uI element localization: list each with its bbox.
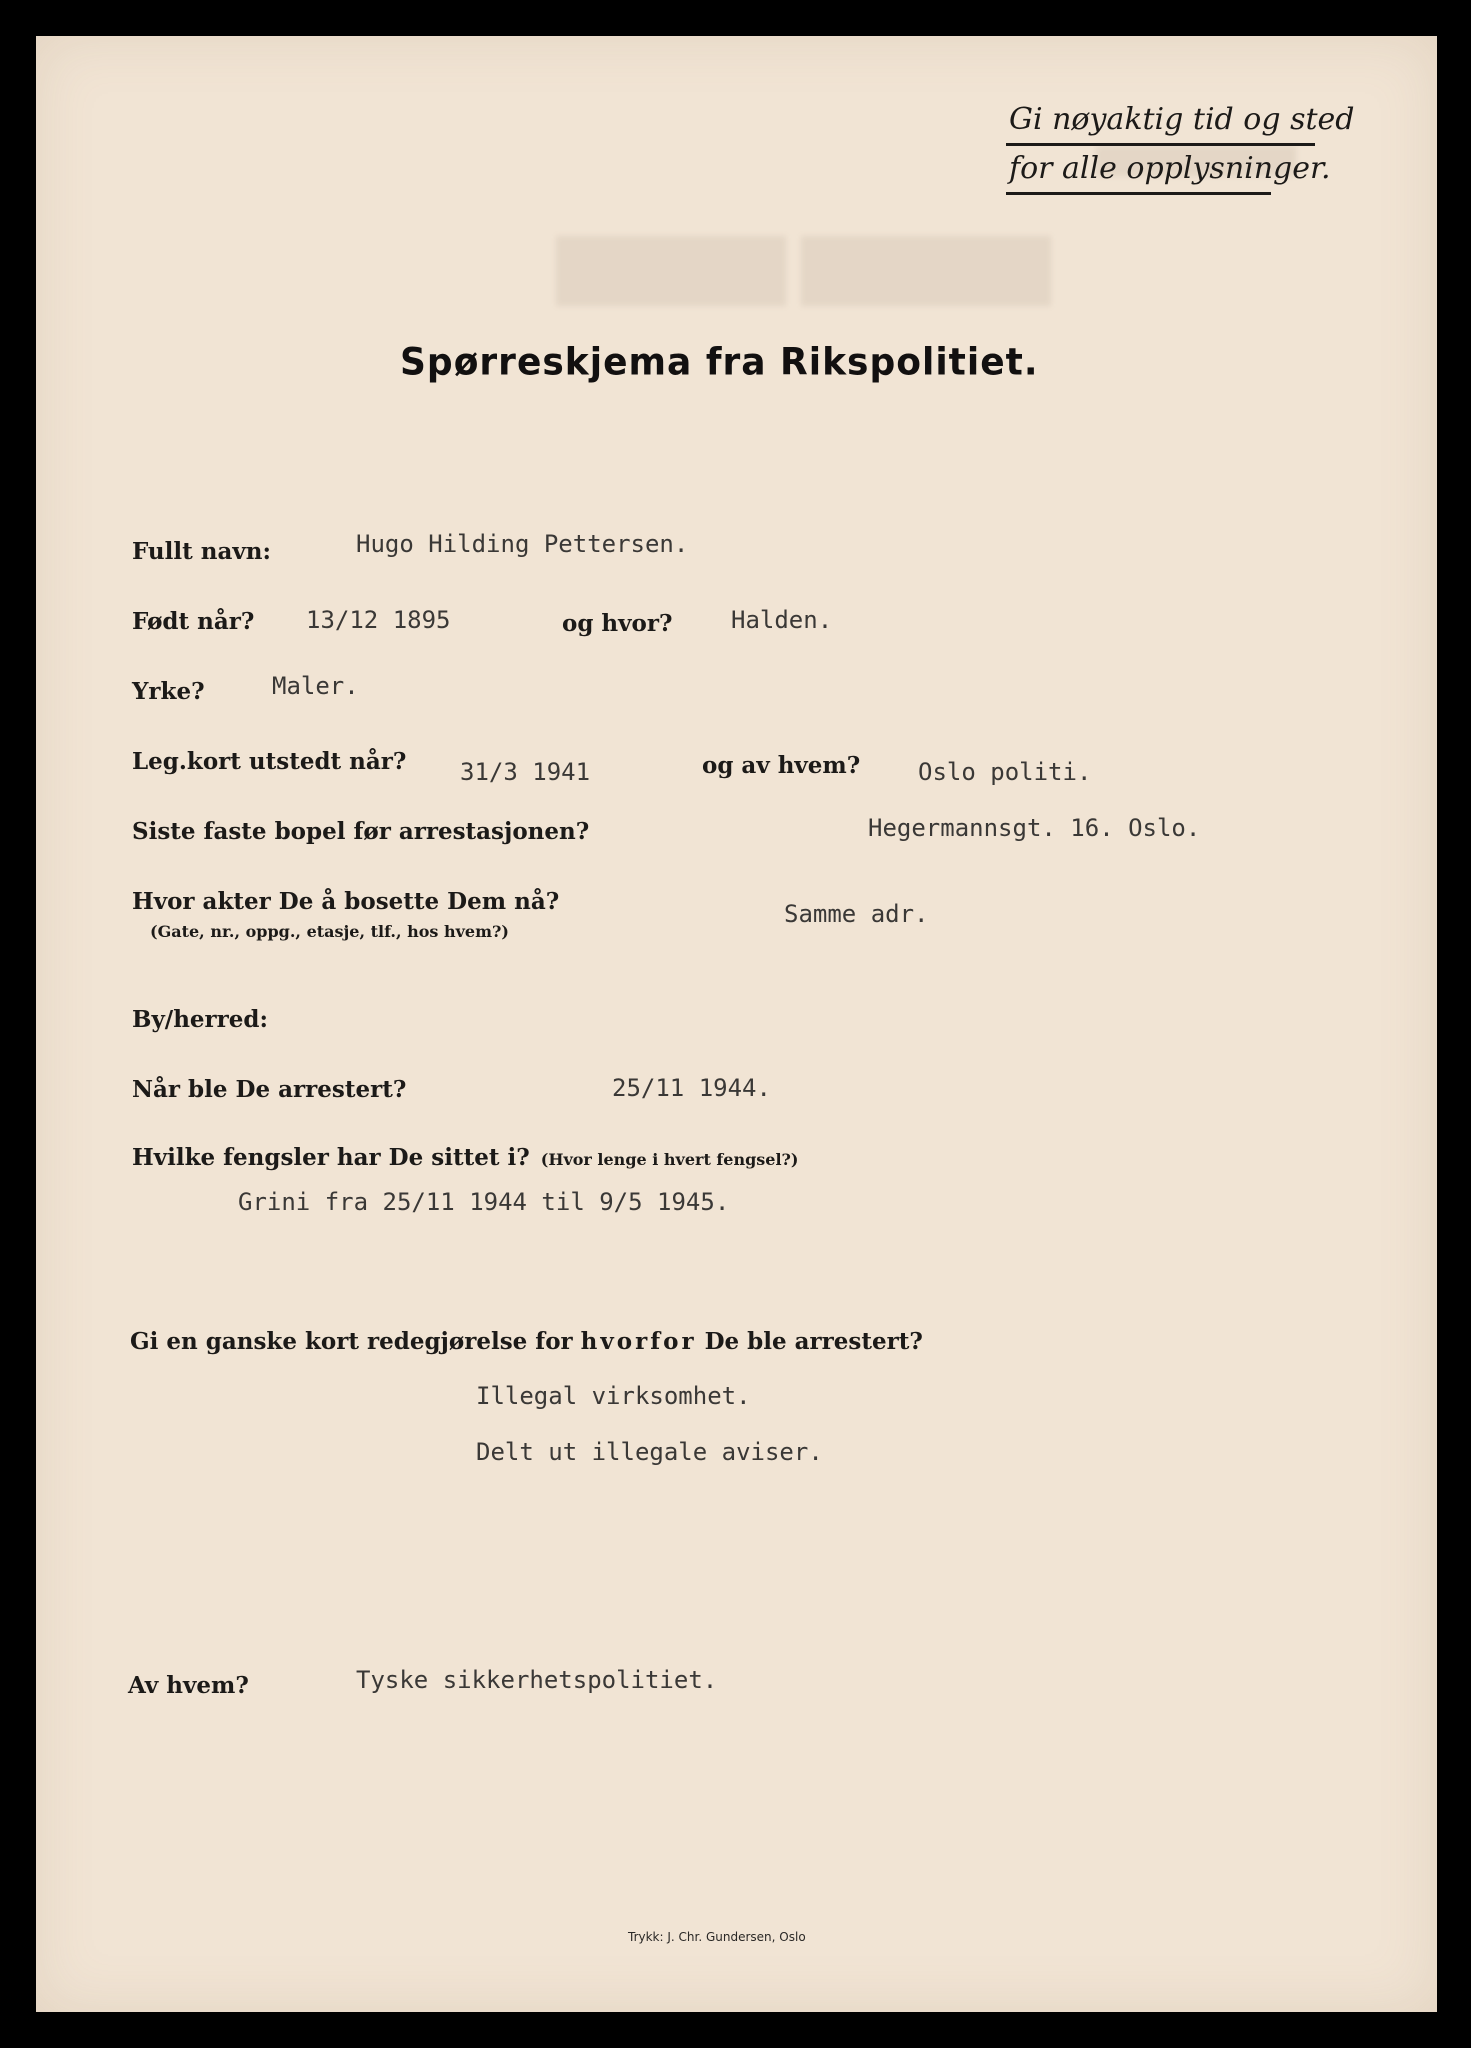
last-address-label: Siste faste bopel før arrestasjonen?	[132, 818, 590, 845]
born-where-value: Halden.	[731, 606, 833, 634]
born-where-label: og hvor?	[562, 610, 673, 637]
full-name-value: Hugo Hilding Pettersen.	[356, 530, 689, 558]
arrested-by-label: Av hvem?	[128, 1672, 249, 1699]
reason-label-after: De ble arrestert?	[704, 1328, 923, 1355]
printer-imprint: Trykk: J. Chr. Gundersen, Oslo	[628, 1930, 806, 1944]
occupation-value: Maler.	[272, 672, 359, 700]
reason-line-2: Delt ut illegale aviser.	[476, 1438, 823, 1466]
prisons-value: Grini fra 25/11 1944 til 9/5 1945.	[238, 1188, 730, 1216]
prisons-question	[132, 1144, 799, 1171]
bleed-through-mark	[801, 236, 1051, 306]
arrested-when-value: 25/11 1944.	[612, 1074, 771, 1102]
settle-where-sublabel: (Gate, nr., oppg., etasje, tlf., hos hvem?)	[150, 922, 509, 941]
reason-label-emphasis: hvorfor	[580, 1328, 697, 1355]
arrested-by-value: Tyske sikkerhetspolitiet.	[356, 1666, 718, 1694]
instruction-note-line-2: for alle opplysninger.	[1009, 151, 1331, 186]
id-issued-by-label: og av hvem?	[702, 752, 861, 779]
note-underline-1	[1006, 143, 1315, 146]
last-address-value: Hegermannsgt. 16. Oslo.	[868, 814, 1201, 842]
reason-label-before: Gi en ganske kort redegjørelse for	[130, 1328, 573, 1355]
id-issued-when-value: 31/3 1941	[460, 758, 591, 786]
settle-where-value: Samme adr.	[784, 900, 929, 928]
id-issued-when-label: Leg.kort utstedt når?	[132, 748, 407, 775]
reason-question	[130, 1328, 923, 1355]
note-underline-2	[1006, 192, 1271, 195]
full-name-label: Fullt navn:	[132, 538, 271, 565]
occupation-label: Yrke?	[132, 678, 205, 705]
born-when-label: Født når?	[132, 608, 255, 635]
id-issued-by-value: Oslo politi.	[918, 758, 1092, 786]
form-sheet	[36, 36, 1437, 2012]
prisons-label: Hvilke fengsler har De sittet i?	[132, 1144, 530, 1171]
born-when-value: 13/12 1895	[306, 606, 451, 634]
prisons-sublabel: (Hvor lenge i hvert fengsel?)	[540, 1150, 799, 1169]
instruction-note-line-1: Gi nøyaktig tid og sted	[1009, 102, 1355, 137]
settle-where-label: Hvor akter De å bosette Dem nå?	[132, 888, 560, 915]
form-title: Spørreskjema fra Rikspolitiet.	[400, 340, 1039, 385]
reason-line-1: Illegal virksomhet.	[476, 1382, 751, 1410]
arrested-when-label: Når ble De arrestert?	[132, 1076, 407, 1103]
bleed-through-mark	[556, 236, 786, 306]
municipality-label: By/herred:	[132, 1006, 269, 1033]
